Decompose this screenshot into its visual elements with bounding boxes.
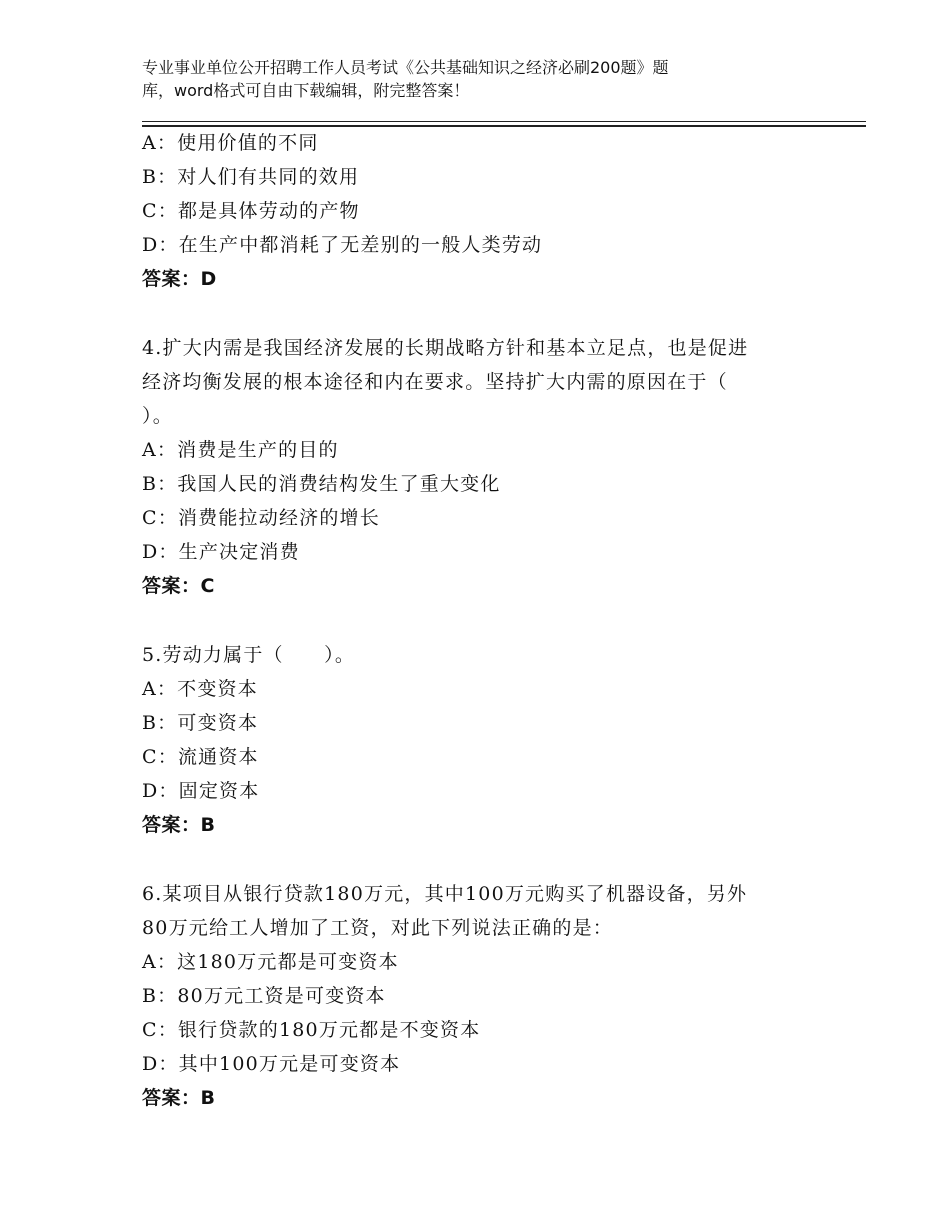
header-line-2: 库，word格式可自由下载编辑，附完整答案！: [142, 81, 470, 100]
q4-option-c: C：消费能拉动经济的增长: [142, 507, 380, 529]
header-line-1: 专业事业单位公开招聘工作人员考试《公共基础知识之经济必刷200题》题: [142, 58, 669, 77]
q3-option-c: C：都是具体劳动的产物: [142, 200, 360, 222]
q4-stem-line-1: 4.扩大内需是我国经济发展的长期战略方针和基本立足点，也是促进: [142, 337, 749, 359]
q4-stem-line-3: ）。: [142, 405, 173, 427]
q4-answer: 答案：C: [142, 575, 215, 597]
q5-answer: 答案：B: [142, 814, 216, 836]
q3-option-d: D：在生产中都消耗了无差别的一般人类劳动: [142, 234, 543, 256]
header-rule-thin: [142, 121, 866, 122]
q5-stem-line-1: 5.劳动力属于（ ）。: [142, 644, 356, 666]
q6-answer: 答案：B: [142, 1087, 216, 1109]
q5-option-d: D：固定资本: [142, 780, 260, 802]
q6-stem-line-2: 80万元给工人增加了工资，对此下列说法正确的是：: [142, 917, 613, 939]
q6-option-d: D：其中100万元是可变资本: [142, 1053, 401, 1075]
q4-option-b: B：我国人民的消费结构发生了重大变化: [142, 473, 501, 495]
q5-option-b: B：可变资本: [142, 712, 259, 734]
q6-option-b: B：80万元工资是可变资本: [142, 985, 386, 1007]
q4-option-d: D：生产决定消费: [142, 541, 300, 563]
q5-option-a: A：不变资本: [142, 678, 258, 700]
q3-option-b: B：对人们有共同的效用: [142, 166, 360, 188]
q6-stem-line-1: 6.某项目从银行贷款180万元，其中100万元购买了机器设备，另外: [142, 883, 748, 905]
q5-option-c: C：流通资本: [142, 746, 259, 768]
q3-answer: 答案：D: [142, 268, 217, 290]
document-header: [142, 56, 802, 102]
q4-option-a: A：消费是生产的目的: [142, 439, 339, 461]
q6-option-c: C：银行贷款的180万元都是不变资本: [142, 1019, 481, 1041]
q4-stem-line-2: 经济均衡发展的根本途径和内在要求。坚持扩大内需的原因在于（: [142, 371, 728, 393]
q6-option-a: A：这180万元都是可变资本: [142, 951, 399, 973]
q3-option-a: A：使用价值的不同: [142, 132, 319, 154]
